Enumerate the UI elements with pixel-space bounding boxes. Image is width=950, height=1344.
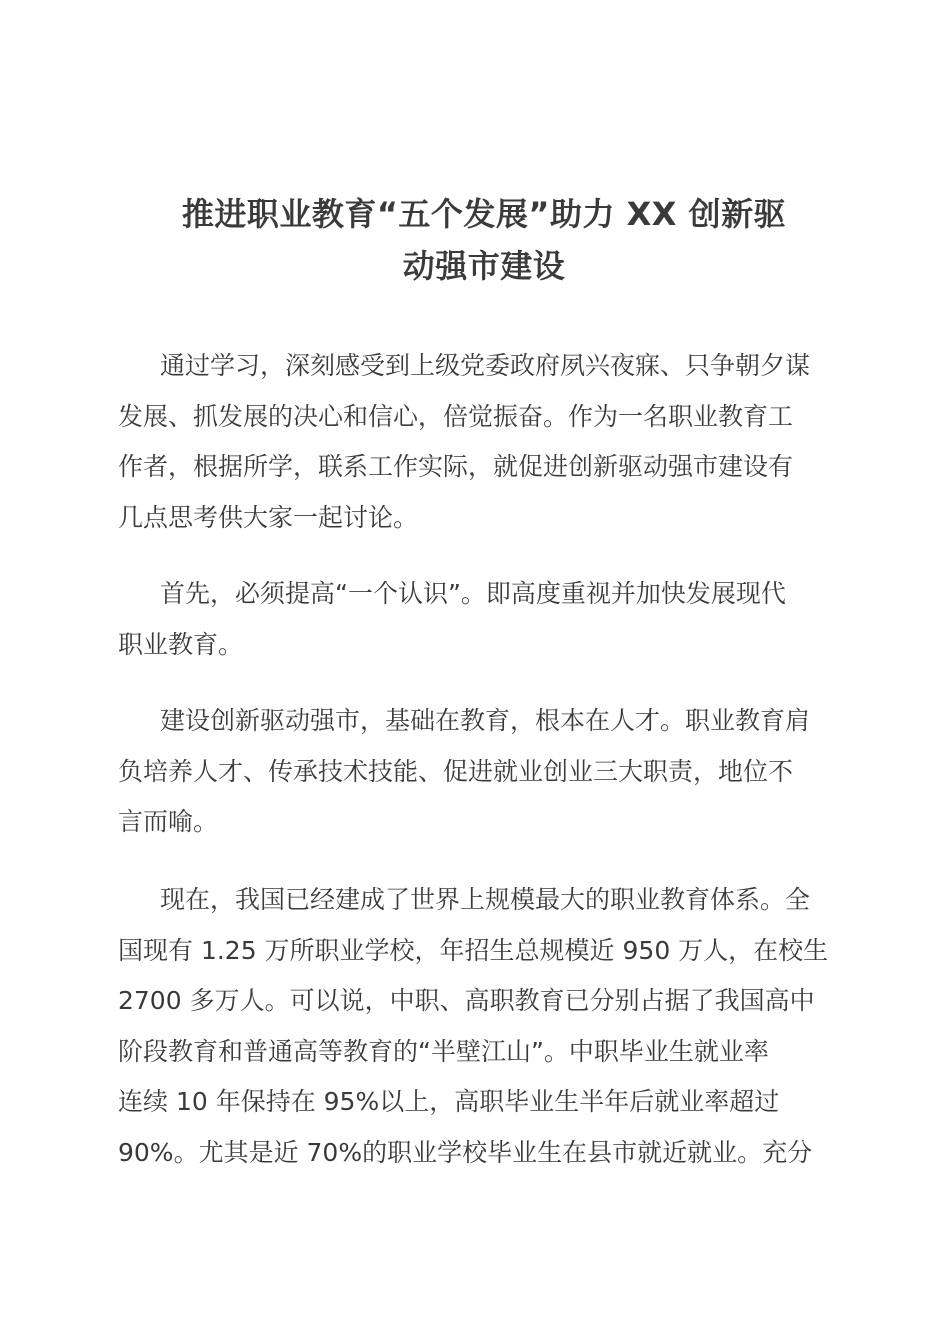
paragraph-line: 作者，根据所学，联系工作实际，就促进创新驱动强市建设有 bbox=[118, 452, 794, 481]
paragraph-line: 负培养人才、传承技术技能、促进就业创业三大职责，地位不 bbox=[118, 756, 794, 786]
paragraph-line: 2700 多万人。可以说，中职、高职教育已分别占据了我国高中 bbox=[118, 986, 815, 1015]
paragraph-line: 几点思考供大家一起讨论。 bbox=[118, 502, 419, 532]
title-line: 动强市建设 bbox=[402, 247, 566, 285]
paragraph-first-point bbox=[118, 569, 838, 670]
page-title bbox=[118, 188, 850, 292]
paragraph-study-impressions bbox=[118, 341, 838, 543]
paragraph-line: 连续 10 年保持在 95%以上，高职毕业生半年后就业率超过 bbox=[118, 1087, 780, 1116]
paragraph-line: 90%。尤其是近 70%的职业学校毕业生在县市就近就业。充分 bbox=[118, 1137, 813, 1167]
paragraph-vocational-system bbox=[118, 875, 838, 1178]
paragraph-line: 国现有 1.25 万所职业学校，年招生总规模近 950 万人，在校生 bbox=[118, 935, 829, 965]
paragraph-line: 建设创新驱动强市，基础在教育，根本在人才。职业教育肩 bbox=[160, 706, 811, 735]
paragraph-line: 首先，必须提高“一个认识”。即高度重视并加快发展现代 bbox=[160, 579, 786, 608]
paragraph-line: 发展、抓发展的决心和信心，倍觉振奋。作为一名职业教育工 bbox=[118, 401, 794, 431]
paragraph-line: 阶段教育和普通高等教育的“半壁江山”。中职毕业生就业率 bbox=[118, 1036, 769, 1066]
paragraph-line: 通过学习，深刻感受到上级党委政府夙兴夜寐、只争朝夕谋 bbox=[160, 351, 811, 380]
paragraph-line: 言而喻。 bbox=[118, 807, 219, 836]
paragraph-line: 现在，我国已经建成了世界上规模最大的职业教育体系。全 bbox=[160, 885, 811, 914]
paragraph-line: 职业教育。 bbox=[118, 629, 244, 659]
paragraph-innovation-city bbox=[118, 696, 838, 848]
title-line: 推进职业教育“五个发展”助力 XX 创新驱 bbox=[181, 195, 787, 233]
